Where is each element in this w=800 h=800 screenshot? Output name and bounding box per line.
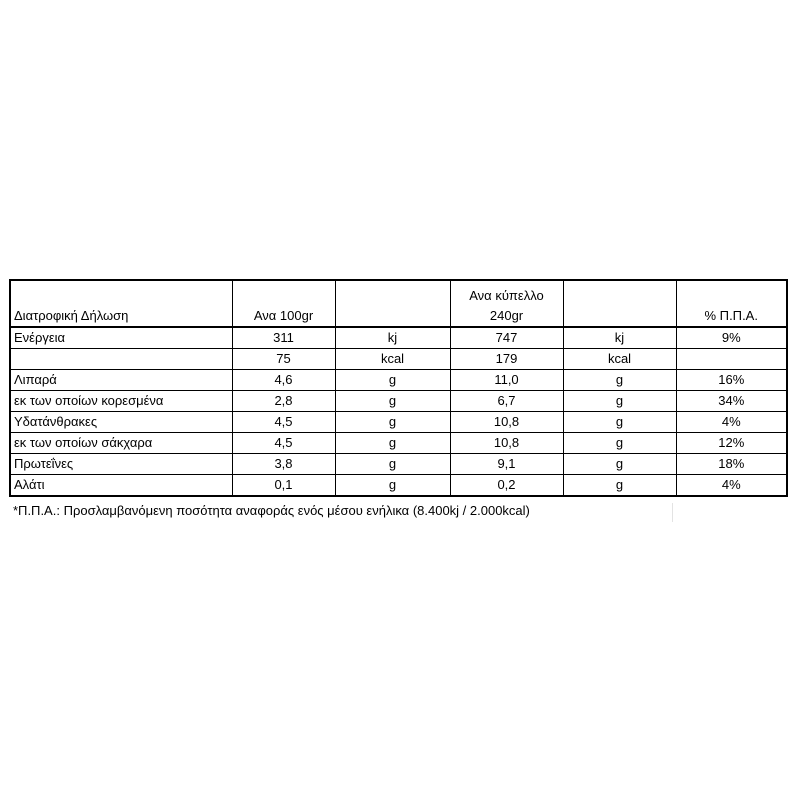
row-value-100: 2,8 [232,391,335,412]
nutrition-table [9,279,788,497]
row-name: Υδατάνθρακες [10,412,232,433]
row-unit-2: kj [563,327,676,349]
table-row [10,475,787,497]
table-row [10,391,787,412]
row-unit-1: g [335,433,450,454]
row-ria: 9% [676,327,787,349]
row-unit-2: g [563,475,676,497]
row-value-cup: 11,0 [450,370,563,391]
header-per-cup: Ανα κύπελλο 240gr [450,280,563,327]
row-ria: 34% [676,391,787,412]
row-ria [676,349,787,370]
row-value-cup: 179 [450,349,563,370]
row-unit-2: g [563,391,676,412]
row-unit-2: kcal [563,349,676,370]
row-name: Λιπαρά [10,370,232,391]
sheet-gridline [672,503,673,522]
row-ria: 12% [676,433,787,454]
row-unit-2: g [563,454,676,475]
row-value-cup: 10,8 [450,433,563,454]
table-header-row [10,280,787,327]
header-label: Διατροφική Δήλωση [10,280,232,327]
row-name: εκ των οποίων σάκχαρα [10,433,232,454]
row-value-100: 3,8 [232,454,335,475]
row-value-cup: 6,7 [450,391,563,412]
row-name: Ενέργεια [10,327,232,349]
nutrition-sheet [9,279,788,497]
header-unit-2 [563,280,676,327]
row-value-cup: 747 [450,327,563,349]
row-ria: 4% [676,475,787,497]
row-value-100: 4,5 [232,433,335,454]
header-ria: % Π.Π.Α. [676,280,787,327]
row-value-100: 75 [232,349,335,370]
header-unit-1 [335,280,450,327]
table-row [10,454,787,475]
row-value-100: 0,1 [232,475,335,497]
table-row [10,327,787,349]
row-unit-1: g [335,454,450,475]
row-ria: 18% [676,454,787,475]
row-unit-1: g [335,412,450,433]
row-value-100: 311 [232,327,335,349]
row-unit-1: g [335,370,450,391]
row-name: Πρωτεΐνες [10,454,232,475]
table-row [10,349,787,370]
header-per-100: Ανα 100gr [232,280,335,327]
row-unit-2: g [563,433,676,454]
row-name: Αλάτι [10,475,232,497]
row-ria: 16% [676,370,787,391]
row-unit-2: g [563,412,676,433]
row-value-cup: 9,1 [450,454,563,475]
row-unit-1: g [335,475,450,497]
row-value-100: 4,5 [232,412,335,433]
row-unit-1: kcal [335,349,450,370]
row-unit-1: kj [335,327,450,349]
row-unit-1: g [335,391,450,412]
row-ria: 4% [676,412,787,433]
row-name: εκ των οποίων κορεσμένα [10,391,232,412]
table-row [10,433,787,454]
row-value-100: 4,6 [232,370,335,391]
row-name [10,349,232,370]
table-row [10,370,787,391]
row-value-cup: 10,8 [450,412,563,433]
footnote: *Π.Π.Α.: Προσλαμβανόμενη ποσότητα αναφοράς ενός μέσου ενήλικα (8.400kj / 2.000kcal) [13,503,530,518]
table-row [10,412,787,433]
row-unit-2: g [563,370,676,391]
row-value-cup: 0,2 [450,475,563,497]
